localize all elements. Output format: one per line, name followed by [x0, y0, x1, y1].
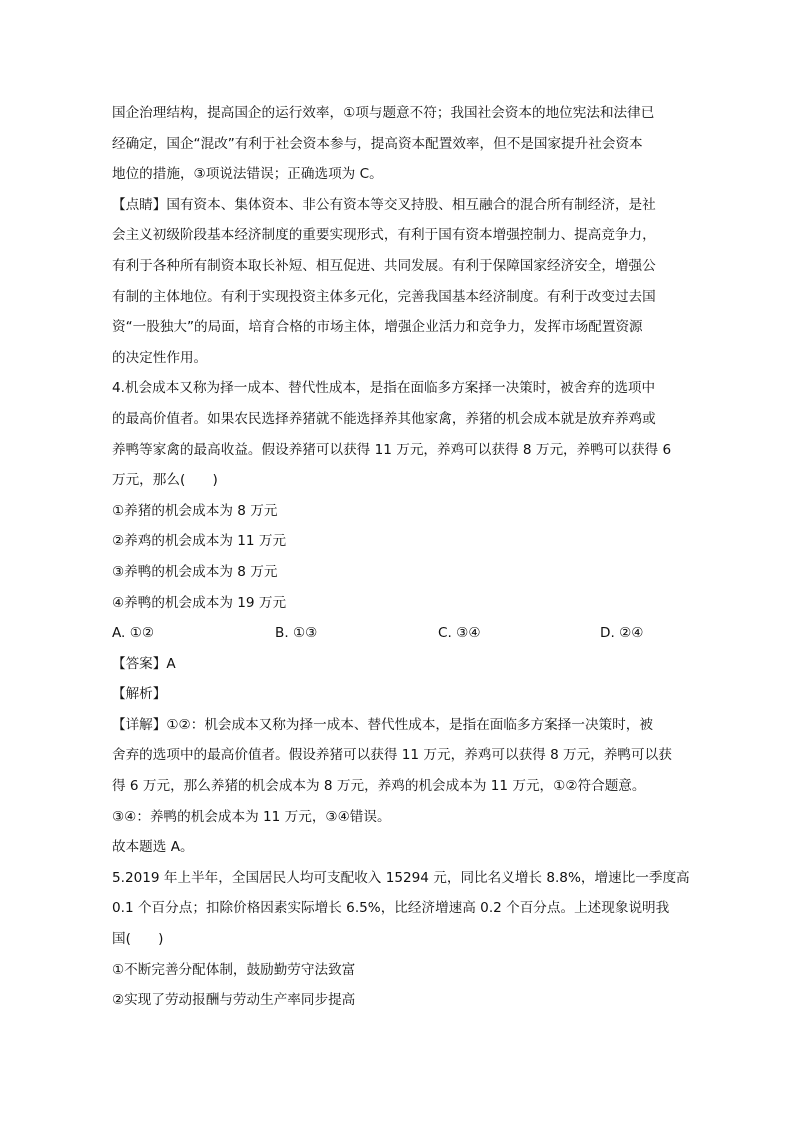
- question-5-text: 0.1 个百分点；扣除价格因素实际增长 6.5%，比经济增速高 0.2 个百分点。上述现象说明我: [112, 900, 670, 917]
- explanation-text: 舍弃的选项中的最高价值者。假设养猪可以获得 11 万元，养鸡可以获得 8 万元，养鸭可以获: [112, 747, 672, 764]
- text-line: 资“一股独大”的局面，培育合格的市场主体，增强企业活力和竞争力，发挥市场配置资源: [112, 319, 643, 336]
- analysis-heading: 【解析】: [112, 686, 167, 703]
- document-body: [112, 98, 690, 1016]
- text-line: 的决定性作用。: [112, 349, 208, 366]
- statement-4: ④养鸭的机会成本为 19 万元: [112, 594, 287, 611]
- answer-line: 【答案】A: [112, 655, 176, 672]
- option-a: A. ①②: [112, 625, 155, 642]
- text-line: 地位的措施，③项说法错误；正确选项为 C。: [112, 166, 383, 183]
- statement-2: ②实现了劳动报酬与劳动生产率同步提高: [112, 992, 356, 1009]
- statement-3: ③养鸭的机会成本为 8 万元: [112, 563, 278, 580]
- text-line: 国企治理结构，提高国企的运行效率，①项与题意不符；我国社会资本的地位宪法和法律已: [112, 105, 655, 121]
- question-5-text: 5.2019 年上半年，全国居民人均可支配收入 15294 元，同比名义增长 8.8%，增速比一季度高: [112, 869, 690, 886]
- text-line: 经确定，国企“混改”有利于社会资本参与，提高资本配置效率，但不是国家提升社会资本: [112, 135, 643, 152]
- statement-1: ①不断完善分配体制，鼓励勤劳守法致富: [112, 961, 356, 978]
- question-4-text: 万元，那么( ): [112, 472, 218, 489]
- statement-1: ①养猪的机会成本为 8 万元: [112, 502, 278, 519]
- question-4-text: 的最高价值者。如果农民选择养猪就不能选择养其他家禽，养猪的机会成本就是放弃养鸡或: [112, 410, 656, 427]
- explanation-text: 【详解】①②：机会成本又称为择一成本、替代性成本，是指在面临多方案择一决策时，被: [112, 716, 653, 733]
- explanation-text: 得 6 万元，那么养猪的机会成本为 8 万元，养鸡的机会成本为 11 万元，①②符合题意。: [112, 778, 646, 795]
- question-5-text: 国( ): [112, 931, 164, 948]
- conclusion-text: 故本题选 A。: [112, 839, 194, 856]
- text-line: 【点睛】国有资本、集体资本、非公有资本等交叉持股、相互融合的混合所有制经济，是社: [112, 196, 656, 213]
- explanation-text: ③④：养鸭的机会成本为 11 万元，③④错误。: [112, 808, 391, 825]
- statement-2: ②养鸡的机会成本为 11 万元: [112, 533, 287, 550]
- question-4-text: 养鸭等家禽的最高收益。假设养猪可以获得 11 万元，养鸡可以获得 8 万元，养鸭可以获得 6: [112, 441, 672, 458]
- text-line: 有利于各种所有制资本取长补短、相互促进、共同发展。有利于保障国家经济安全，增强公: [112, 257, 656, 274]
- option-b: B. ①③: [275, 625, 318, 642]
- answer-options: [112, 618, 682, 649]
- option-c: C. ③④: [438, 625, 481, 642]
- question-4-text: 4.机会成本又称为择一成本、替代性成本，是指在面临多方案择一决策时，被舍弃的选项中: [112, 380, 656, 397]
- text-line: 会主义初级阶段基本经济制度的重要实现形式，有利于国有资本增强控制力、提高竞争力，: [112, 227, 656, 244]
- option-d: D. ②④: [600, 625, 644, 642]
- text-line: 有制的主体地位。有利于实现投资主体多元化，完善我国基本经济制度。有利于改变过去国: [112, 288, 656, 305]
